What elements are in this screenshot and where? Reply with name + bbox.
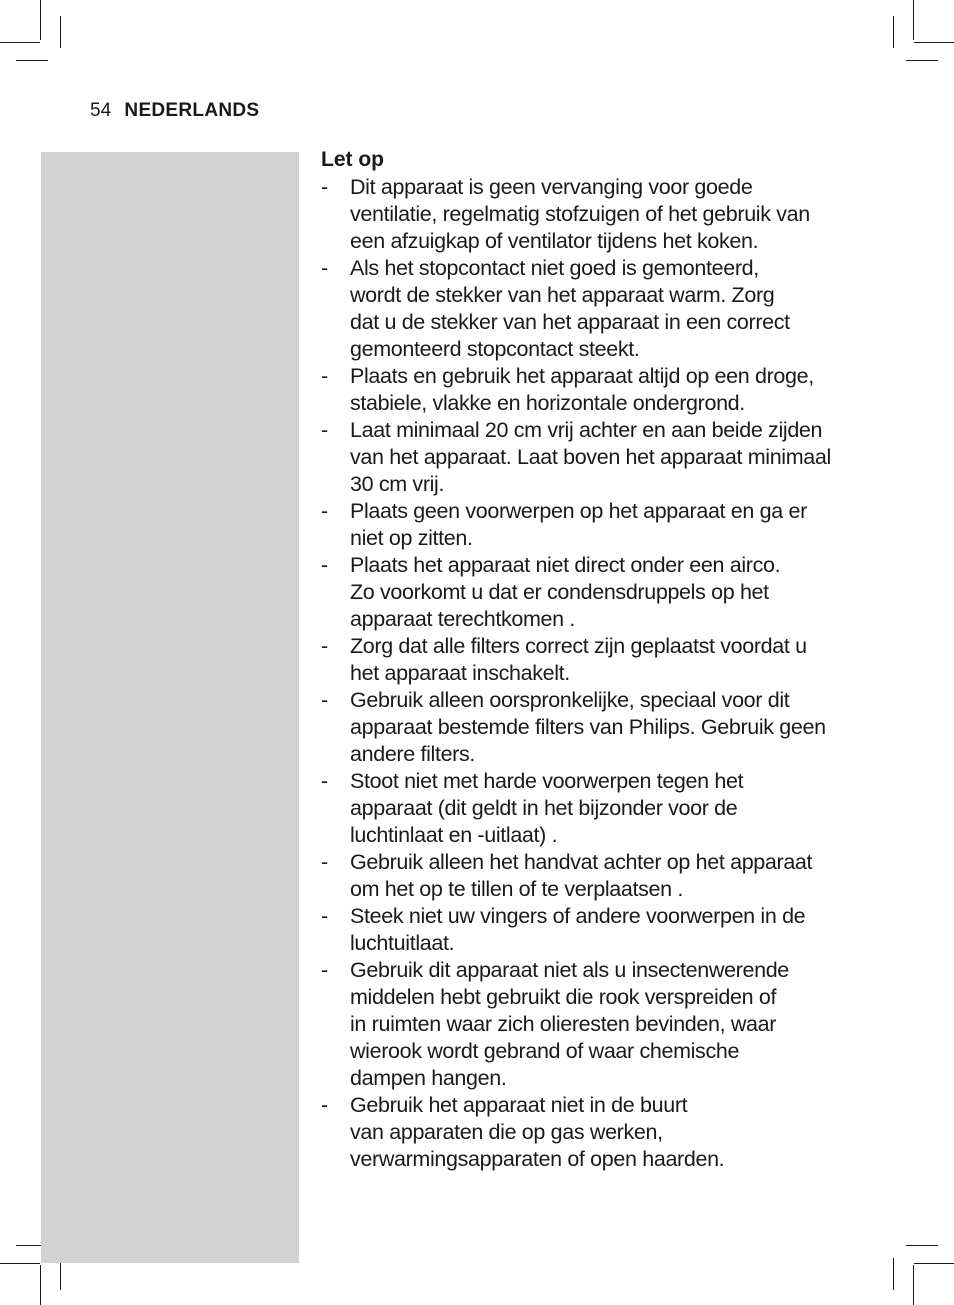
warning-section (321, 146, 866, 1173)
side-panel (41, 152, 299, 1263)
list-item (321, 957, 866, 1092)
list-item (321, 174, 866, 255)
list-item (321, 498, 866, 552)
list-item-line: in ruimten waar zich olieresten bevinden, waar (350, 1012, 777, 1036)
list-item-line: Steek niet uw vingers of andere voorwerpen in de (350, 904, 806, 928)
warning-list (321, 174, 866, 1173)
list-item-line: Stoot niet met harde voorwerpen tegen het (350, 769, 744, 793)
bullet-dash: - (321, 499, 328, 523)
bullet-dash: - (321, 553, 328, 577)
list-item-line: een afzuigkap of ventilator tijdens het koken. (350, 229, 759, 253)
list-item-line: andere filters. (350, 742, 476, 766)
list-item-line: apparaat (dit geldt in het bijzonder voor de (350, 796, 738, 820)
list-item-line: niet op zitten. (350, 526, 473, 550)
bullet-dash: - (321, 634, 328, 658)
list-item-line: Dit apparaat is geen vervanging voor goede (350, 175, 753, 199)
bullet-dash: - (321, 850, 328, 874)
list-item-line: Zo voorkomt u dat er condensdruppels op het (350, 580, 769, 604)
page-number: 54 (90, 100, 112, 121)
crop-mark-top-left-h2 (16, 60, 48, 61)
list-item-line: verwarmingsapparaten of open haarden. (350, 1147, 725, 1171)
list-item-line: Als het stopcontact niet goed is gemonteerd, (350, 256, 759, 280)
list-item-line: Gebruik alleen het handvat achter op het apparaat (350, 850, 813, 874)
list-item-line: wierook wordt gebrand of waar chemische (350, 1039, 740, 1063)
bullet-dash: - (321, 1093, 328, 1117)
list-item-line: Gebruik dit apparaat niet als u insectenwerende (350, 958, 789, 982)
crop-mark-top-right-v2 (893, 16, 894, 48)
crop-mark-top-right-v (913, 0, 914, 40)
list-item-line: Plaats en gebruik het apparaat altijd op een droge, (350, 364, 814, 388)
list-item (321, 552, 866, 633)
list-item (321, 849, 866, 903)
list-item (321, 768, 866, 849)
crop-mark-bottom-right-v (913, 1265, 914, 1305)
list-item-line: middelen hebt gebruikt die rook verspreiden of (350, 985, 777, 1009)
list-item-line: Laat minimaal 20 cm vrij achter en aan beide zijden (350, 418, 823, 442)
list-item (321, 255, 866, 363)
crop-mark-bottom-left-h (0, 1263, 40, 1264)
crop-mark-bottom-left-v (40, 1265, 41, 1305)
list-item-line: het apparaat inschakelt. (350, 661, 570, 685)
bullet-dash: - (321, 688, 328, 712)
list-item-line: Plaats het apparaat niet direct onder een airco. (350, 553, 781, 577)
list-item (321, 417, 866, 498)
list-item (321, 687, 866, 768)
crop-mark-top-left-v (40, 0, 41, 40)
running-header (90, 100, 259, 122)
crop-mark-bottom-right-h2 (906, 1245, 938, 1246)
list-item (321, 363, 866, 417)
bullet-dash: - (321, 904, 328, 928)
list-item-line: stabiele, vlakke en horizontale ondergrond. (350, 391, 745, 415)
list-item (321, 903, 866, 957)
crop-mark-bottom-right-v2 (893, 1258, 894, 1290)
list-item-line: Gebruik het apparaat niet in de buurt (350, 1093, 688, 1117)
bullet-dash: - (321, 769, 328, 793)
crop-mark-top-right-h (914, 42, 954, 43)
list-item (321, 633, 866, 687)
list-item-line: gemonteerd stopcontact steekt. (350, 337, 640, 361)
list-item-line: Gebruik alleen oorspronkelijke, speciaal voor dit (350, 688, 790, 712)
language-label: NEDERLANDS (124, 100, 260, 121)
bullet-dash: - (321, 958, 328, 982)
list-item-line: luchtinlaat en -uitlaat) . (350, 823, 558, 847)
list-item-line: Zorg dat alle filters correct zijn geplaatst voordat u (350, 634, 807, 658)
bullet-dash: - (321, 175, 328, 199)
crop-mark-bottom-right-h (914, 1263, 954, 1264)
list-item-line: luchtuitlaat. (350, 931, 455, 955)
list-item-line: apparaat bestemde filters van Philips. Gebruik geen (350, 715, 826, 739)
list-item-line: om het op te tillen of te verplaatsen . (350, 877, 683, 901)
list-item-line: van apparaten die op gas werken, (350, 1120, 663, 1144)
list-item-line: apparaat terechtkomen . (350, 607, 576, 631)
bullet-dash: - (321, 364, 328, 388)
list-item-line: van het apparaat. Laat boven het apparaat minimaal (350, 445, 831, 469)
list-item-line: 30 cm vrij. (350, 472, 445, 496)
list-item-line: Plaats geen voorwerpen op het apparaat en ga er (350, 499, 807, 523)
list-item-line: dampen hangen. (350, 1066, 507, 1090)
list-item (321, 1092, 866, 1173)
crop-mark-top-left-v2 (60, 16, 61, 48)
list-item-line: dat u de stekker van het apparaat in een correct (350, 310, 790, 334)
list-item-line: wordt de stekker van het apparaat warm. Zorg (350, 283, 775, 307)
list-item-line: ventilatie, regelmatig stofzuigen of het gebruik van (350, 202, 810, 226)
crop-mark-top-right-h2 (906, 60, 938, 61)
bullet-dash: - (321, 256, 328, 280)
crop-mark-top-left-h (0, 42, 40, 43)
section-title: Let op (321, 148, 384, 171)
bullet-dash: - (321, 418, 328, 442)
